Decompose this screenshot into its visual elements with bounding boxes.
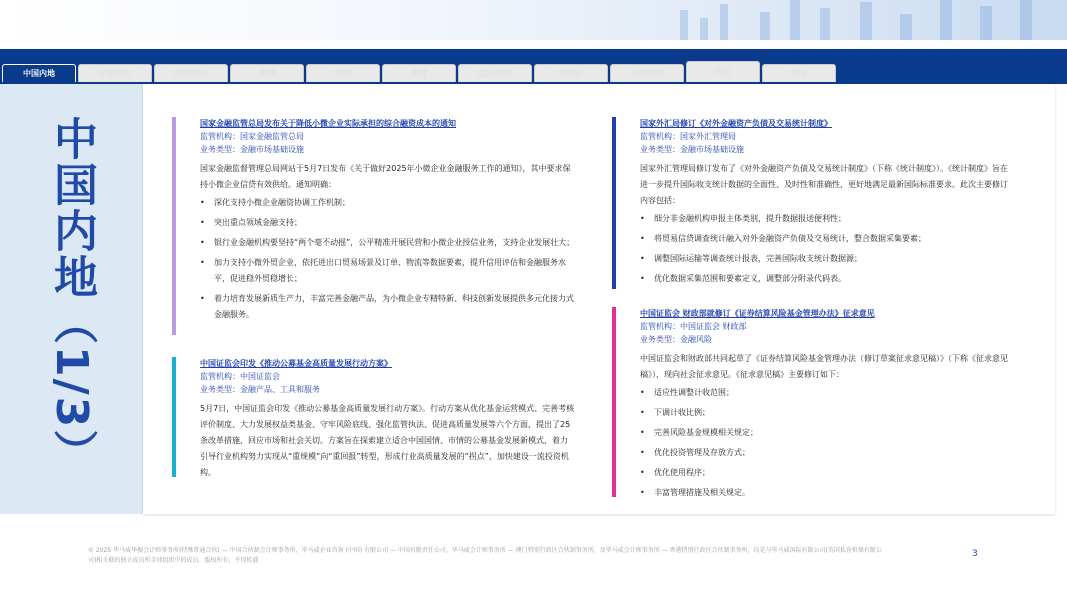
article-category: 业务类型：金融市场基础设施 — [640, 145, 744, 154]
article-title[interactable]: 国家外汇局修订《对外金融资产负债及交易统计制度》 — [640, 119, 832, 128]
page-title: 中国内地（1/3） — [46, 116, 97, 476]
list-item: • 优化使用程序； — [640, 465, 1015, 481]
article-regulator: 监管机构：中国证监会 财政部 — [640, 322, 747, 331]
header-banner — [0, 0, 1067, 40]
tab-india[interactable]: 印度 — [686, 61, 760, 82]
tab-eu[interactable]: 欧盟 — [382, 64, 456, 82]
list-item: • 下调计收比例； — [640, 405, 1015, 421]
tab-malaysia[interactable]: 马来西亚 — [610, 64, 684, 82]
article-card — [200, 357, 575, 481]
article-bullets — [200, 195, 575, 323]
article-card — [640, 307, 1015, 505]
footer-copyright: © 2025 毕马威华振会计师事务所(特殊普通合伙) — 中国合伙制会计师事务所，毕马威企业咨询 (中国) 有限公司 — 中国有限责任公司，毕马威会计师事务所 — 澳门特别行政区合伙制事务所，及毕马威会计师事务所 — 香港特别行政区合伙制事务所，均是与毕马威国际有限公司(英国私营担保有限公司)相关联的独立成员所全球组织中的成员。版权所有，不得转载 — [88, 547, 882, 564]
list-item: • 深化支持小微企业融资协调工作机制； — [200, 195, 575, 211]
article-bullets — [640, 385, 1015, 501]
article-paragraph: 5月7日，中国证监会印发《推动公募基金高质量发展行动方案》。行动方案从优化基金运营模式、完善考核评价制度、大力发展权益类基金、守牢风险底线、强化监管执法、促进高质量发展等六个方面，提出了25条改革措施，回应市场和社会关切。方案旨在探索建立适合中国国情、市情的公募基金发展新模式，着力引导行业机构努力实现从“重规模”向“重回报”转型，形成行业高质量发展的“拐点”，加快建设一流投资机构。 — [200, 404, 575, 477]
list-item: • 丰富管理措施及相关规定。 — [640, 485, 1015, 501]
list-item: • 优化数据采集范围和要素定义，调整部分附录代码表。 — [640, 271, 1015, 287]
article-card — [640, 117, 1015, 291]
tab-mainland-china[interactable]: 中国内地 — [2, 64, 76, 82]
article-accent-bar — [172, 357, 176, 477]
article-title[interactable]: 中国证监会 财政部就修订《证券结算风险基金管理办法》征求意见 — [640, 309, 875, 318]
article-title[interactable]: 中国证监会印发《推动公募基金高质量发展行动方案》 — [200, 359, 392, 368]
list-item: • 适应性调整计收范围； — [640, 385, 1015, 401]
list-item: • 优化投资管理及存放方式； — [640, 445, 1015, 461]
tab-international-orgs[interactable]: 国际组织 — [154, 64, 228, 82]
article-accent-bar — [612, 307, 616, 497]
list-item: • 将贸易信贷调查统计融入对外金融资产负债及交易统计，整合数据采集要素； — [640, 231, 1015, 247]
article-card — [200, 117, 575, 327]
list-item: • 细分非金融机构申报主体类别，提升数据报送便利性； — [640, 211, 1015, 227]
list-item: • 加力支持小微外贸企业，依托进出口贸易场景及订单、物流等数据要素，提升信用评估和金融服务水平，促进稳外贸稳增长； — [200, 255, 575, 287]
article-paragraph: 国家外汇管理局修订发布了《对外金融资产负债及交易统计制度》（下称《统计制度》）。《统计制度》旨在进一步提升国际收支统计数据的全面性、及时性和准确性，更好地满足最新国际标准要求。此次主要修订内容包括： — [640, 164, 1008, 205]
article-regulator: 监管机构：国家金融监管总局 — [200, 132, 304, 141]
article-category: 业务类型：金融风险 — [640, 335, 712, 344]
tab-hong-kong[interactable]: 中国香港 — [78, 64, 152, 82]
tab-usa[interactable]: 美国 — [230, 64, 304, 82]
article-category: 业务类型：金融产品、工具和服务 — [200, 385, 320, 394]
list-item: • 着力培育发展新质生产力，丰富完善金融产品，为小微企业专精特新、科技创新发展提供多元化接力式金融服务。 — [200, 291, 575, 323]
article-regulator: 监管机构：中国证监会 — [200, 372, 280, 381]
list-item: • 突出重点领域金融支持； — [200, 215, 575, 231]
tab-uk[interactable]: 英国 — [306, 64, 380, 82]
tab-singapore[interactable]: 新加坡 — [534, 64, 608, 82]
region-tabs — [2, 64, 836, 82]
article-accent-bar — [612, 117, 616, 289]
list-item: • 调整国际运输等调查统计报表，完善国际收支统计数据源； — [640, 251, 1015, 267]
page-number: 3 — [972, 549, 978, 559]
article-paragraph: 国家金融监督管理总局网站于5月7日发布《关于做好2025年小微企业金融服务工作的通知》，其中要求保持小微企业信贷有效供给。通知明确： — [200, 164, 571, 189]
tab-vietnam[interactable]: 越南 — [762, 64, 836, 82]
article-bullets — [640, 211, 1015, 287]
article-accent-bar — [172, 117, 176, 335]
tab-australia[interactable]: 澳大利亚 — [458, 64, 532, 82]
article-regulator: 监管机构：国家外汇管理局 — [640, 132, 736, 141]
article-title[interactable]: 国家金融监管总局发布关于降低小微企业实际承担的综合融资成本的通知 — [200, 119, 456, 128]
article-category: 业务类型：金融市场基础设施 — [200, 145, 304, 154]
list-item: • 完善风险基金规模相关规定； — [640, 425, 1015, 441]
article-paragraph: 中国证监会和财政部共同起草了《证券结算风险基金管理办法（修订草案征求意见稿）》（下称《征求意见稿》），现向社会征求意见。《征求意见稿》主要修订如下： — [640, 354, 1008, 379]
list-item: • 银行业金融机构要坚持“两个毫不动摇”，公平精准开展民营和小微企业授信业务，支持企业发展壮大； — [200, 235, 575, 251]
